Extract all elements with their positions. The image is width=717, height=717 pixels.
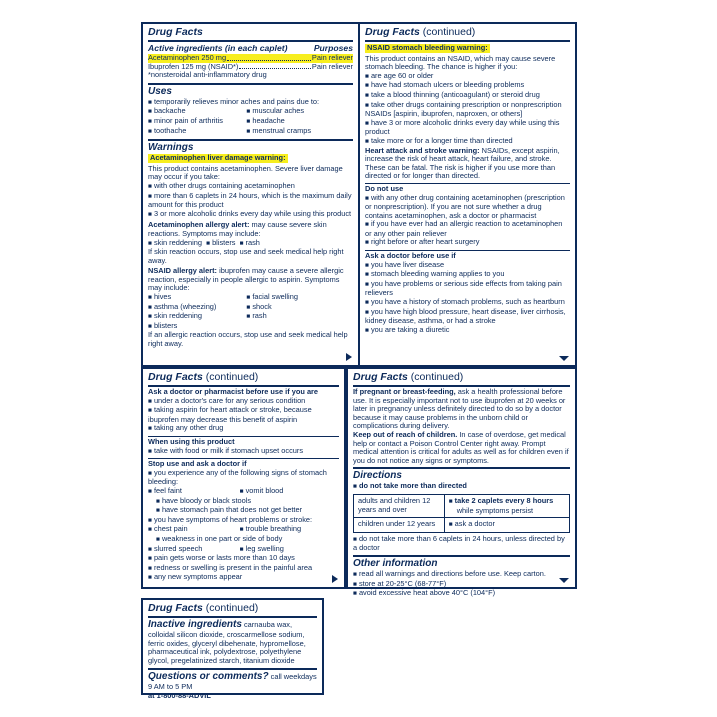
list-item: ■ with any other drug containing acetaminophen (prescription or nonprescription). If you are not sure whether a drug contains acetaminophen, ask a doctor or pharmacist <box>365 194 570 221</box>
keep-out-of-reach: Keep out of reach of children. In case of overdose, get medical help or contact a Poison Control Center right away. Prompt medical attention is critical for adults as well as for children even if you do not notice any signs or symptoms. <box>353 429 569 465</box>
panel-title: Drug Facts <box>148 26 203 38</box>
list-item: ■ you have a history of stomach problems, such as heartburn <box>365 298 570 308</box>
dosage-table <box>353 494 570 533</box>
list-item: ■ 3 or more alcoholic drinks every day while using this product <box>148 210 353 220</box>
list-item: ■ right before or after heart surgery <box>365 238 570 248</box>
list-item: ■ redness or swelling is present in the painful area <box>148 564 339 574</box>
list-item: ■ pain gets worse or lasts more than 10 days <box>148 554 339 564</box>
list-item: ■ have had stomach ulcers or bleeding problems <box>365 81 570 91</box>
list-item: ■ taking any other drug <box>148 424 339 434</box>
continue-arrow-icon <box>559 578 569 583</box>
phone-number[interactable]: at 1-800-88-ADVIL <box>148 690 211 700</box>
bleeding-warning-text: This product contains an NSAID, which may cause severe stomach bleeding. The chance is higher if you: <box>365 53 556 72</box>
ingredient-row: Acetaminophen 250 mg Pain reliever <box>148 53 353 62</box>
list-item: ■ you have liver disease <box>365 261 570 271</box>
panel-title: Drug Facts (continued) <box>365 26 476 38</box>
purposes-header: Purposes <box>313 43 353 53</box>
drug-facts-panel-1 <box>141 22 360 367</box>
ask-doctor-header: Ask a doctor before use if <box>365 251 456 261</box>
list-item: ■ you have high blood pressure, heart disease, liver cirrhosis, kidney disease, asthma, or had a stroke <box>365 308 570 326</box>
active-ingredients-header: Active ingredients (in each caplet) <box>148 43 288 53</box>
table-row: adults and children 12 years and over ■ take 2 caplets every 8 hours while symptoms persist <box>354 494 570 517</box>
nsaid-allergy-symptoms: ■ hives ■ facial swelling ■ asthma (wheezing) ■ shock ■ skin reddening ■ rash ■ blisters <box>148 293 353 331</box>
list-item: ■ store at 20-25°C (68-77°F) <box>353 580 570 590</box>
panel-title: Drug Facts (continued) <box>148 602 259 614</box>
list-item: ■ you have problems or serious side effects from taking pain relievers <box>365 280 570 298</box>
continue-arrow-icon <box>346 353 352 361</box>
questions-section: Questions or comments? call weekdays 9 AM to 5 PM <box>148 671 317 692</box>
other-info-header: Other information <box>353 557 438 569</box>
list-item: ■ do not take more than directed <box>353 482 570 492</box>
nsaid-allergy-alert: NSAID allergy alert: ibuprofen may cause a severe allergic reaction, especially in people allergic to aspirin. Symptoms may include: <box>148 266 344 293</box>
drug-facts-panel-2 <box>358 22 577 367</box>
uses-intro: ■ temporarily relieves minor aches and pains due to: <box>148 98 353 108</box>
ask-pharmacist-header: Ask a doctor or pharmacist before use if you are <box>148 387 319 396</box>
bleeding-warning-label: NSAID stomach bleeding warning: <box>367 43 488 52</box>
list-item: ■ you experience any of the following signs of stomach bleeding: <box>148 469 339 487</box>
do-not-use-header: Do not use <box>365 183 404 193</box>
when-using-header: When using this product <box>148 436 235 446</box>
list-item: ■ any new symptoms appear <box>148 573 339 583</box>
allergy-instruction: If skin reaction occurs, stop use and seek medical help right away. <box>148 247 344 265</box>
table-row: children under 12 years ■ ask a doctor <box>354 518 570 533</box>
drug-facts-panel-5 <box>141 598 324 700</box>
list-item: ■ under a doctor's care for any serious condition <box>148 397 339 407</box>
list-item: ■ with other drugs containing acetaminophen <box>148 182 353 192</box>
ingredient-row: Ibuprofen 125 mg (NSAID*) Pain reliever <box>148 61 353 71</box>
bleeding-signs-list: ■ feel faint ■ vomit blood <box>148 487 339 497</box>
list-item: ■ are age 60 or older <box>365 72 570 82</box>
list-item: ■ taking aspirin for heart attack or stroke, because ibuprofen may decrease this benefit of aspirin <box>148 406 339 424</box>
list-item: ■ have bloody or black stools <box>148 497 339 507</box>
panel-title: Drug Facts (continued) <box>353 371 464 383</box>
list-item: ■ weakness in one part or side of body <box>148 535 339 545</box>
allergy-instruction: If an allergic reaction occurs, stop use and seek medical help right away. <box>148 330 348 349</box>
liver-warning-label: Acetaminophen liver damage warning: <box>150 153 286 163</box>
list-item: ■ do not take more than 6 caplets in 24 hours, unless directed by a doctor <box>353 535 570 553</box>
list-item: ■ have stomach pain that does not get better <box>148 506 339 516</box>
acetaminophen-allergy-symptoms: ■ skin reddening ■ blisters ■ rash <box>148 239 353 249</box>
list-item: ■ if you have ever had an allergic reaction to acetaminophen or any other pain reliever <box>365 220 570 238</box>
continue-arrow-icon <box>559 356 569 361</box>
stop-use-header: Stop use and ask a doctor if <box>148 459 247 469</box>
inactive-ingredients: Inactive ingredients carnauba wax, colloidal silicon dioxide, croscarmellose sodium, ferric oxides, glyceryl dibehenate, hypromellose, pharmaceutical ink, polydextrose, polyethylene glycol, pregelatinized starch, titanium dioxide <box>148 619 306 665</box>
list-item: ■ you are taking a diuretic <box>365 326 570 336</box>
uses-list: ■ backache ■ muscular aches ■ minor pain of arthritis ■ headache ■ toothache ■ menstrual cramps <box>148 107 353 136</box>
list-item: ■ take other drugs containing prescription or nonprescription NSAIDs [aspirin, ibuprofen, naproxen, or others] <box>365 101 570 119</box>
list-item: ■ read all warnings and directions before use. Keep carton. <box>353 570 570 580</box>
drug-facts-panel-4 <box>346 367 577 598</box>
continue-arrow-icon <box>332 575 338 583</box>
list-item: ■ more than 6 caplets in 24 hours, which is the maximum daily amount for this product <box>148 192 353 210</box>
list-item: ■ avoid excessive heat above 40°C (104°F) <box>353 589 570 599</box>
list-item: ■ have 3 or more alcoholic drinks every day while using this product <box>365 119 570 137</box>
list-item: ■ take with food or milk if stomach upset occurs <box>148 447 339 457</box>
uses-header: Uses <box>148 85 172 97</box>
heart-signs-list: ■ slurred speech ■ leg swelling <box>148 545 339 555</box>
list-item: ■ take more or for a longer time than directed <box>365 137 570 147</box>
acetaminophen-allergy-alert: Acetaminophen allergy alert: may cause severe skin reactions. Symptoms may include: <box>148 220 327 238</box>
nsaid-footnote: *nonsteroidal anti-inflammatory drug <box>148 70 267 80</box>
liver-warning-text: This product contains acetaminophen. Severe liver damage may occur if you take: <box>148 163 343 182</box>
heart-signs-list: ■ chest pain ■ trouble breathing <box>148 525 339 535</box>
list-item: ■ you have symptoms of heart problems or stroke: <box>148 516 339 526</box>
list-item: ■ stomach bleeding warning applies to you <box>365 270 570 280</box>
warnings-header: Warnings <box>148 142 194 154</box>
heart-stroke-warning: Heart attack and stroke warning: NSAIDs, except aspirin, increase the risk of heart attack, heart failure, and stroke. These can be fatal. The risk is higher if you use more than directed or for longer than directed. <box>365 145 560 181</box>
drug-facts-panel-3 <box>141 367 346 589</box>
list-item: ■ take a blood thinning (anticoagulant) or steroid drug <box>365 91 570 101</box>
panel-title: Drug Facts (continued) <box>148 371 259 383</box>
pregnancy-warning: If pregnant or breast-feeding, ask a health professional before use. It is especially important not to use ibuprofen at 20 weeks or later in pregnancy unless definitely directed to do so by a doctor because it may cause problems in the unborn child or complications during delivery. <box>353 387 566 431</box>
directions-header: Directions <box>353 470 402 482</box>
